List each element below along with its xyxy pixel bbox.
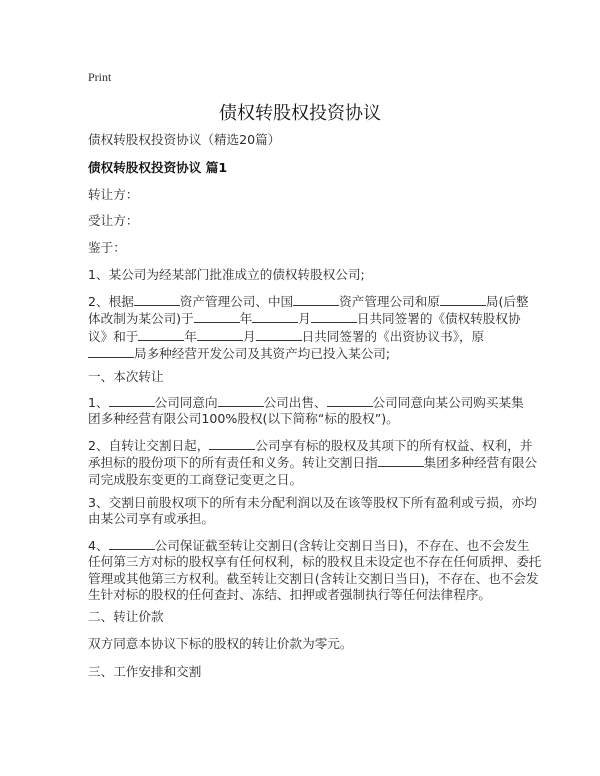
text-segment: 3、交割日前股权项下的所有未分配利润以及在该等股权下所有盈利或亏损，亦均 [88,495,537,510]
fill-in-blank [378,454,424,467]
fill-in-blank [218,394,264,407]
text-segment: 资产管理公司和原 [339,294,440,309]
text-line [88,636,352,652]
text-line [88,609,164,625]
text-segment: 日共同签署的《债权转股权协 [356,311,521,327]
text-line [88,437,537,454]
paragraph [88,293,529,362]
text-segment: 转让方： [88,187,139,202]
text-segment: 双方同意本协议下标的股权的转让价款为零元。 [88,636,353,651]
fill-in-blank [88,345,134,358]
text-line [88,293,529,310]
text-line [88,454,537,471]
text-segment: 债权转股权投资协议（精选20篇） [88,132,281,147]
paragraph [88,437,537,488]
text-segment: 1、某公司为经某部门批准成立的债权转股权公司; [88,267,365,282]
text-line [88,537,541,554]
text-segment: 2、根据 [88,294,134,309]
text-line [88,664,201,680]
print-link[interactable]: Print [88,70,112,84]
text-segment: 受让方： [88,213,139,228]
paragraph [88,213,138,229]
text-segment: 4、 [88,538,109,553]
text-segment: 年 [184,328,197,344]
text-segment: 局(后整 [485,294,529,309]
fill-in-blank [440,293,486,306]
fill-in-blank [252,310,298,323]
text-segment: 承担标的股份项下的所有责任和义务。转让交割日指 [88,455,378,471]
text-line [88,310,529,327]
text-segment: 资产管理公司、中国 [179,294,294,309]
fill-in-blank [327,394,373,407]
text-line [88,369,164,385]
fill-in-blank [138,328,184,341]
paragraph [88,609,164,625]
paragraph [88,394,524,428]
text-segment: 债权转股权投资协议 篇1 [88,160,228,175]
paragraph [88,132,280,148]
document-title: 债权转股权投资协议 [219,103,381,124]
fill-in-blank [311,310,357,323]
text-segment: 2、自转让交割日起， [88,438,210,453]
text-segment: 二、转让价款 [88,609,164,624]
paragraph [88,267,365,283]
text-line [88,328,529,345]
text-line [88,495,537,511]
text-segment: 团多种经营有限公司100%股权(以下简称“标的股权”)。 [88,411,399,427]
text-segment: 公司出售、 [263,395,327,410]
text-line [88,187,138,203]
text-line [88,394,524,411]
text-line [88,511,537,527]
paragraph [88,636,352,652]
section-heading [88,160,227,176]
text-segment: 任何第三方对标的股权享有任何权利，标的股权且未设定也不存在任何质押、委托 [88,554,542,570]
paragraph [88,495,537,528]
fill-in-blank [209,437,255,450]
text-line [88,240,126,256]
text-line [88,472,537,488]
text-segment: 局多种经营开发公司及其资产均已投入某公司; [134,345,391,361]
text-segment: 1、 [88,395,109,410]
text-line [88,411,524,427]
text-segment: 体改制为某公司)于 [88,311,194,327]
paragraph [88,537,541,603]
text-line [88,554,541,570]
text-segment: 公司同意向 [154,395,218,410]
fill-in-blank [197,328,243,341]
text-line [88,571,541,587]
fill-in-blank [134,293,180,306]
fill-in-blank [194,310,240,323]
text-line [88,132,280,148]
text-segment: 年 [239,311,253,327]
text-segment: 管理或其他第三方权利。截至转让交割日(含转让交割日当日)，不存在、也不会发 [88,570,539,586]
text-line [88,587,541,603]
paragraph [88,369,164,385]
text-segment: 鉴于： [88,240,126,255]
text-segment: 议》和于 [88,328,139,344]
text-segment: 月 [242,328,256,344]
text-line [88,345,529,362]
text-segment: 公司保证截至转让交割日(含转让交割日当日)，不存在、也不会发生 [154,538,530,553]
fill-in-blank [109,537,155,550]
paragraph [88,240,126,256]
text-line [88,267,365,283]
fill-in-blank [293,293,339,306]
text-segment: 公司同意向某公司购买某集 [372,395,524,410]
text-segment: 司完成股东变更的工商登记变更之日。 [88,471,303,487]
fill-in-blank [256,328,302,341]
text-segment: 由某公司享有或承担。 [88,511,214,527]
text-segment: 一、本次转让 [88,369,164,384]
text-segment: 三、工作安排和交割 [88,664,202,679]
text-line [88,160,227,176]
text-line [88,213,138,229]
text-segment: 公司享有标的股权及其项下的所有权益、权利，并 [255,438,533,453]
text-segment: 日共同签署的《出资协议书》，原 [301,328,485,344]
paragraph [88,664,201,680]
fill-in-blank [109,394,155,407]
text-segment: 月 [298,311,311,327]
text-segment: 生针对标的股权的任何查封、冻结、扣押或者强制执行等任何法律程序。 [88,586,491,602]
paragraph [88,187,138,203]
text-segment: 集团多种经营有限公 [423,455,537,471]
